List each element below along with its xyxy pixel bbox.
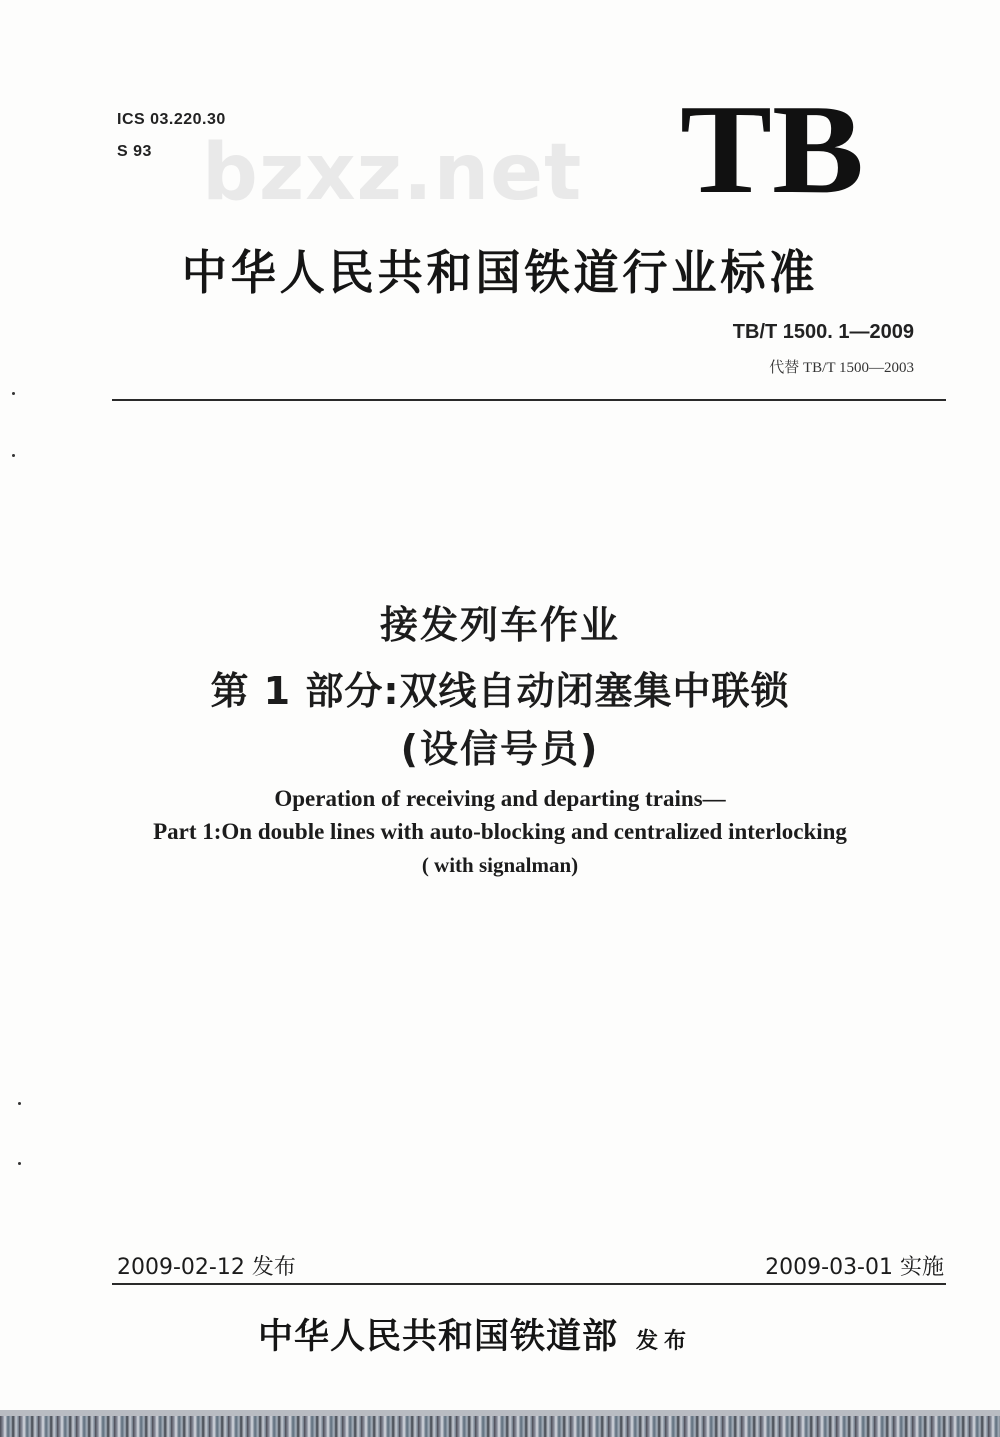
ics-code: ICS 03.220.30 [117, 111, 226, 128]
replaces-standard: 代替 TB/T 1500—2003 [769, 360, 914, 376]
main-title: 中华人民共和国铁道行业标准 [181, 246, 819, 301]
ccs-code: S 93 [117, 143, 152, 160]
en-title-line-1: Operation of receiving and departing trains— [274, 786, 726, 811]
en-title-line-2: Part 1:On double lines with auto-blocking and centralized interlocking [153, 819, 847, 844]
bottom-divider [112, 1283, 946, 1285]
tb-logo [678, 88, 868, 208]
scan-speck [12, 392, 15, 395]
cn-title-line-2: 第 1 部分:双线自动闭塞集中联锁 [210, 669, 790, 713]
issuer [258, 1309, 692, 1359]
scan-speck [18, 1102, 21, 1105]
implementation-date: 2009-03-01 实施 [765, 1255, 944, 1280]
tb-logo-text: TB [680, 88, 864, 208]
watermark: bzxz.net [202, 128, 583, 218]
issuer-org: 中华人民共和国铁道部 [258, 1316, 619, 1357]
issue-date: 2009-02-12 发布 [117, 1255, 296, 1280]
scan-speck [12, 454, 15, 457]
scan-edge-strip [0, 1410, 1000, 1437]
scan-speck [18, 1162, 21, 1165]
en-title-line-3: ( with signalman) [421, 853, 579, 877]
top-divider [112, 399, 946, 401]
issuer-verb: 发布 [636, 1329, 693, 1354]
cn-title-line-1: 接发列车作业 [379, 603, 620, 647]
standard-number: TB/T 1500. 1—2009 [732, 321, 914, 343]
cn-title-line-3: (设信号员) [400, 727, 600, 771]
